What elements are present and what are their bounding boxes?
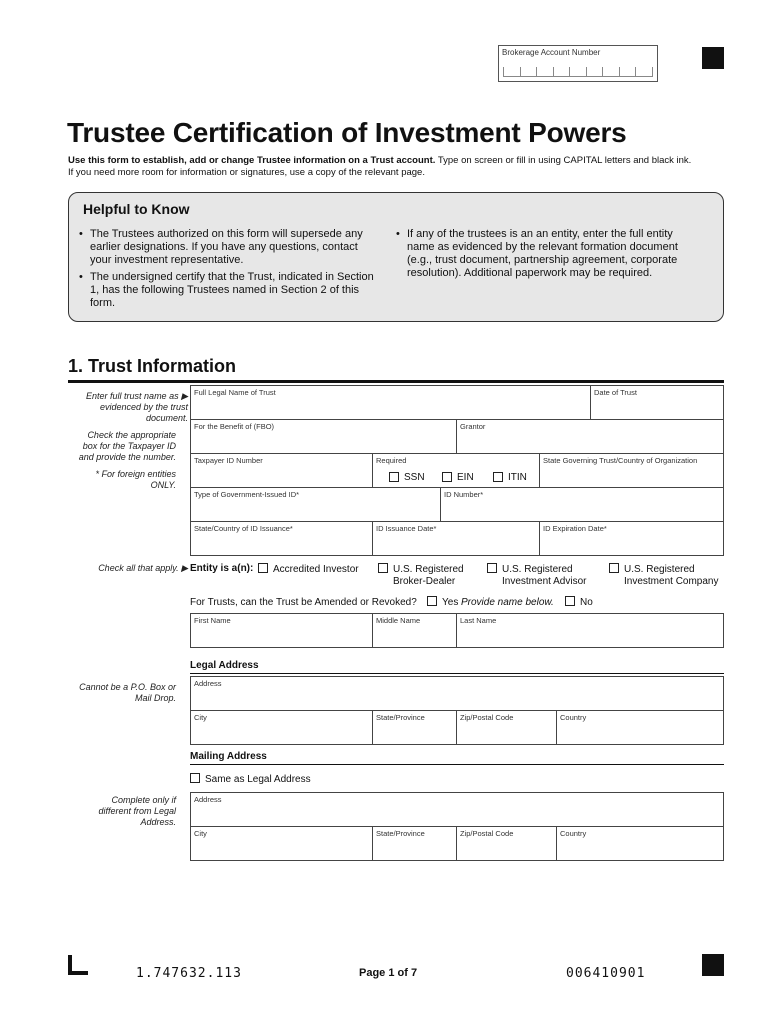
amend-yes-checkbox[interactable] xyxy=(427,596,437,606)
id-number-field[interactable] xyxy=(440,487,724,522)
broker-dealer-label-1: U.S. Registered xyxy=(393,564,464,575)
first-name-label: First Name xyxy=(194,616,231,625)
investment-advisor-checkbox[interactable] xyxy=(487,563,497,573)
id-exp-date-label: ID Expiration Date* xyxy=(543,524,607,533)
corner-mark xyxy=(68,955,88,975)
same-as-legal-label: Same as Legal Address xyxy=(205,774,311,785)
page-number: Page 1 of 7 xyxy=(359,967,418,979)
taxpayer-id-field[interactable] xyxy=(190,453,373,488)
legal-city-field[interactable] xyxy=(190,710,373,745)
gov-id-type-field[interactable] xyxy=(190,487,441,522)
middle-name-field[interactable] xyxy=(372,613,457,648)
page-title: Trustee Certification of Investment Powers xyxy=(67,117,627,148)
investment-advisor-label-1: U.S. Registered xyxy=(502,564,573,575)
accredited-investor-checkbox[interactable] xyxy=(258,563,268,573)
legal-address-field[interactable] xyxy=(190,676,724,711)
tax-id-type-group xyxy=(372,453,540,488)
id-issue-date-label: ID Issuance Date* xyxy=(376,524,437,533)
registration-mark-bottom xyxy=(702,954,724,976)
section-1-rule xyxy=(68,380,724,383)
section-1-title: 1. Trust Information xyxy=(68,356,237,376)
amend-question: For Trusts, can the Trust be Amended or Revoked? xyxy=(190,597,417,608)
full-legal-name-label: Full Legal Name of Trust xyxy=(194,388,276,397)
legal-address-label: Address xyxy=(194,679,222,688)
help-title: Helpful to Know xyxy=(83,201,190,217)
accredited-investor-label: Accredited Investor xyxy=(273,564,359,575)
legal-country-field[interactable] xyxy=(556,710,724,745)
ssn-checkbox[interactable] xyxy=(389,472,399,482)
help-bullet: • If any of the trustees is an an entity, enter the full entity name as evidenced by the relevant formation document (e.g., trust document, partnership agreement, corporate resolution). Additional paperwork may be required. xyxy=(396,228,696,280)
fbo-field[interactable] xyxy=(190,419,457,454)
investment-advisor-label-2: Investment Advisor xyxy=(502,576,587,587)
ein-label: EIN xyxy=(457,472,474,483)
brokerage-account-label: Brokerage Account Number xyxy=(502,48,601,57)
entity-label: Entity is a(n): xyxy=(190,563,254,574)
help-bullet: • The Trustees authorized on this form will supersede any earlier designations. If you have any questions, contact your investment representative. xyxy=(79,228,379,267)
legal-state-field[interactable] xyxy=(372,710,457,745)
legal-state-label: State/Province xyxy=(376,713,425,722)
help-right-column xyxy=(396,228,696,284)
grantor-label: Grantor xyxy=(460,422,486,431)
mailing-country-field[interactable] xyxy=(556,826,724,861)
legal-address-rule xyxy=(190,673,724,674)
required-label: Required xyxy=(376,456,407,465)
mailing-address-heading: Mailing Address xyxy=(190,751,267,762)
itin-label: ITIN xyxy=(508,472,527,483)
mailing-address-label: Address xyxy=(194,795,222,804)
mailing-city-field[interactable] xyxy=(190,826,373,861)
help-left-column xyxy=(79,228,379,314)
date-of-trust-field[interactable] xyxy=(590,385,724,420)
first-name-field[interactable] xyxy=(190,613,373,648)
mailing-address-rule xyxy=(190,764,724,765)
mailing-country-label: Country xyxy=(560,829,587,838)
mailing-state-label: State/Province xyxy=(376,829,425,838)
legal-zip-label: Zip/Postal Code xyxy=(460,713,514,722)
gov-id-type-label: Type of Government-Issued ID* xyxy=(194,490,300,499)
intro-text xyxy=(68,155,748,179)
intro-bold: Use this form to establish, add or change Trustee information on a Trust account. xyxy=(68,155,436,166)
intro-rest: Type on screen or fill in using CAPITAL letters and black ink. xyxy=(435,155,692,166)
id-number-label: ID Number* xyxy=(444,490,484,499)
side-note-trust-name: Enter full trust name as ▶ evidenced by the trust document. xyxy=(86,391,188,423)
legal-country-label: Country xyxy=(560,713,587,722)
id-state-label: State/Country of ID Issuance* xyxy=(194,524,293,533)
ein-checkbox[interactable] xyxy=(442,472,452,482)
id-issue-date-field[interactable] xyxy=(372,521,540,556)
full-legal-name-field[interactable] xyxy=(190,385,591,420)
legal-zip-field[interactable] xyxy=(456,710,557,745)
helpful-to-know-box xyxy=(68,192,724,322)
registration-mark-top xyxy=(702,47,724,69)
investment-company-label-2: Investment Company xyxy=(624,576,719,587)
ssn-label: SSN xyxy=(404,472,425,483)
investment-company-checkbox[interactable] xyxy=(609,563,619,573)
side-note-po-box: Cannot be a P.O. Box or Mail Drop. xyxy=(79,682,176,703)
help-bullet: • The undersigned certify that the Trust, indicated in Section 1, has the following Trustees named in Section 2 of this form. xyxy=(79,271,379,310)
date-of-trust-label: Date of Trust xyxy=(594,388,637,397)
middle-name-label: Middle Name xyxy=(376,616,421,625)
brokerage-digit-ticks xyxy=(503,67,653,77)
grantor-field[interactable] xyxy=(456,419,724,454)
mailing-state-field[interactable] xyxy=(372,826,457,861)
amend-no-label: No xyxy=(580,597,593,608)
legal-city-label: City xyxy=(194,713,207,722)
mailing-zip-field[interactable] xyxy=(456,826,557,861)
last-name-field[interactable] xyxy=(456,613,724,648)
state-governing-label: State Governing Trust/Country of Organization xyxy=(543,456,698,465)
state-governing-field[interactable] xyxy=(539,453,724,488)
side-note-check-all: Check all that apply. ▶ xyxy=(98,563,188,573)
broker-dealer-checkbox[interactable] xyxy=(378,563,388,573)
form-code-right: 006410901 xyxy=(566,966,646,981)
broker-dealer-label-2: Broker-Dealer xyxy=(393,576,456,587)
amend-no-checkbox[interactable] xyxy=(565,596,575,606)
id-exp-date-field[interactable] xyxy=(539,521,724,556)
itin-checkbox[interactable] xyxy=(493,472,503,482)
last-name-label: Last Name xyxy=(460,616,497,625)
mailing-zip-label: Zip/Postal Code xyxy=(460,829,514,838)
side-note-taxpayer: Check the appropriate box for the Taxpayer ID and provide the number. xyxy=(78,430,176,462)
form-code-left: 1.747632.113 xyxy=(136,966,242,981)
fbo-label: For the Benefit of (FBO) xyxy=(194,422,275,431)
legal-address-heading: Legal Address xyxy=(190,660,259,671)
mailing-address-field[interactable] xyxy=(190,792,724,827)
mailing-city-label: City xyxy=(194,829,207,838)
side-note-foreign: * For foreign entities ONLY. xyxy=(95,469,176,490)
side-note-complete-only: Complete only if different from Legal Address. xyxy=(98,795,176,827)
id-state-field[interactable] xyxy=(190,521,373,556)
investment-company-label-1: U.S. Registered xyxy=(624,564,695,575)
brokerage-account-field[interactable] xyxy=(498,45,658,82)
amend-yes-note: Provide name below. xyxy=(461,597,554,608)
amend-yes-label: Yes xyxy=(442,597,459,608)
same-as-legal-checkbox[interactable] xyxy=(190,773,200,783)
taxpayer-id-label: Taxpayer ID Number xyxy=(194,456,263,465)
intro-line2: If you need more room for information or signatures, use a copy of the relevant page. xyxy=(68,167,425,178)
